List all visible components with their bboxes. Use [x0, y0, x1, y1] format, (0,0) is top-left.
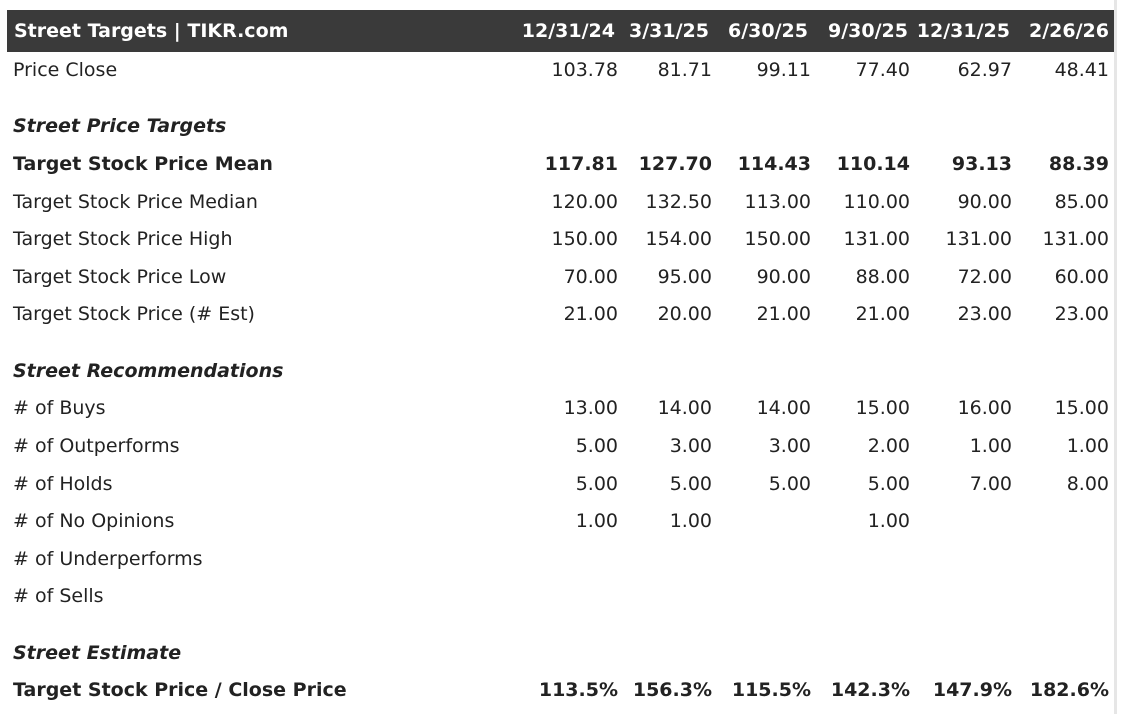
table-cell: 147.9% — [932, 679, 1012, 702]
table-cell: 5.00 — [669, 472, 712, 495]
section-heading-price-targets — [0, 108, 1114, 146]
table-cell: 88.00 — [855, 265, 910, 288]
table-row-underperforms[interactable] — [0, 541, 1114, 579]
table-cell: 2.00 — [867, 434, 910, 457]
row-label: # of Underperforms — [13, 547, 203, 570]
row-label: Target Stock Price Mean — [13, 152, 273, 175]
table-row-target-low[interactable] — [0, 259, 1114, 297]
table-cell: 1.00 — [1066, 434, 1109, 457]
table-cell: 16.00 — [957, 397, 1012, 420]
row-label: # of Outperforms — [13, 434, 180, 457]
table-row-sells[interactable] — [0, 578, 1114, 616]
table-cell: 72.00 — [957, 265, 1012, 288]
table-cell: 13.00 — [563, 397, 618, 420]
table-cell: 142.3% — [830, 679, 910, 702]
table-cell: 70.00 — [563, 265, 618, 288]
table-cell: 8.00 — [1066, 472, 1109, 495]
table-header — [7, 10, 1114, 52]
table-row-buys[interactable] — [0, 390, 1114, 428]
row-label: Target Stock Price (# Est) — [13, 303, 255, 326]
row-label: Target Stock Price Median — [13, 190, 258, 213]
table-cell: 154.00 — [645, 228, 712, 251]
table-cell: 77.40 — [855, 59, 910, 81]
table-cell: 60.00 — [1054, 265, 1109, 288]
row-spacer — [0, 616, 1114, 635]
table-cell: 156.3% — [632, 679, 712, 702]
table-cell: 21.00 — [756, 303, 811, 326]
section-label: Street Recommendations — [13, 359, 284, 382]
scrollbar-track[interactable] — [1114, 0, 1117, 714]
row-label: Target Stock Price / Close Price — [13, 679, 347, 702]
table-cell: 88.39 — [1048, 152, 1109, 175]
table-row-holds[interactable] — [0, 466, 1114, 504]
table-cell: 110.14 — [836, 152, 910, 175]
table-row-target-high[interactable] — [0, 221, 1114, 259]
table-cell: 1.00 — [669, 510, 712, 533]
table-cell: 132.50 — [645, 190, 712, 213]
table-cell: 23.00 — [957, 303, 1012, 326]
section-label: Street Estimate — [13, 641, 182, 664]
column-header-date[interactable]: 9/30/25 — [828, 20, 908, 42]
street-targets-table — [0, 10, 1114, 710]
table-cell: 113.00 — [744, 190, 811, 213]
table-cell: 3.00 — [768, 434, 811, 457]
row-label: # of Buys — [13, 397, 106, 420]
table-cell: 21.00 — [563, 303, 618, 326]
table-cell: 81.71 — [657, 59, 712, 81]
table-cell: 23.00 — [1054, 303, 1109, 326]
row-label: Target Stock Price Low — [13, 265, 227, 288]
column-header-date[interactable]: 2/26/26 — [1029, 20, 1109, 42]
row-label: Price Close — [13, 59, 118, 81]
table-row-target-close-ratio[interactable] — [0, 672, 1114, 710]
row-label: # of No Opinions — [13, 510, 175, 533]
row-spacer — [0, 334, 1114, 353]
table-cell: 1.00 — [867, 510, 910, 533]
column-header-date[interactable]: 6/30/25 — [728, 20, 808, 42]
table-row-outperforms[interactable] — [0, 428, 1114, 466]
table-cell: 5.00 — [768, 472, 811, 495]
row-label: # of Sells — [13, 585, 104, 608]
table-cell: 113.5% — [538, 679, 618, 702]
table-row-no-opinions[interactable] — [0, 503, 1114, 541]
table-cell: 7.00 — [969, 472, 1012, 495]
table-cell: 110.00 — [843, 190, 910, 213]
table-cell: 115.5% — [731, 679, 811, 702]
column-header-date[interactable]: 12/31/25 — [916, 20, 1010, 42]
table-row-target-median[interactable] — [0, 184, 1114, 222]
section-heading-estimate — [0, 635, 1114, 673]
table-cell: 1.00 — [575, 510, 618, 533]
table-cell: 120.00 — [551, 190, 618, 213]
row-label: # of Holds — [13, 472, 113, 495]
table-cell: 48.41 — [1054, 59, 1109, 81]
table-row-target-num-est[interactable] — [0, 296, 1114, 334]
table-cell: 62.97 — [957, 59, 1012, 81]
column-header-date[interactable]: 12/31/24 — [521, 20, 615, 42]
table-cell: 15.00 — [855, 397, 910, 420]
table-cell: 99.11 — [756, 59, 811, 81]
row-label: Target Stock Price High — [13, 228, 233, 251]
table-cell: 85.00 — [1054, 190, 1109, 213]
table-cell: 131.00 — [1042, 228, 1109, 251]
table-cell: 90.00 — [756, 265, 811, 288]
table-cell: 127.70 — [638, 152, 712, 175]
table-cell: 14.00 — [756, 397, 811, 420]
table-cell: 150.00 — [744, 228, 811, 251]
table-cell: 131.00 — [843, 228, 910, 251]
table-cell: 20.00 — [657, 303, 712, 326]
column-header-date[interactable]: 3/31/25 — [629, 20, 709, 42]
section-label: Street Price Targets — [13, 115, 227, 138]
table-cell: 93.13 — [951, 152, 1012, 175]
table-row-target-mean[interactable] — [0, 146, 1114, 184]
table-cell: 5.00 — [867, 472, 910, 495]
table-cell: 21.00 — [855, 303, 910, 326]
table-title: Street Targets | TIKR.com — [14, 20, 289, 42]
table-cell: 182.6% — [1029, 679, 1109, 702]
table-cell: 90.00 — [957, 190, 1012, 213]
row-spacer — [0, 90, 1114, 109]
table-cell: 95.00 — [657, 265, 712, 288]
table-cell: 117.81 — [544, 152, 618, 175]
table-cell: 14.00 — [657, 397, 712, 420]
table-cell: 131.00 — [945, 228, 1012, 251]
table-cell: 150.00 — [551, 228, 618, 251]
section-heading-recommendations — [0, 353, 1114, 391]
table-cell: 103.78 — [551, 59, 618, 81]
table-cell: 5.00 — [575, 434, 618, 457]
table-cell: 3.00 — [669, 434, 712, 457]
table-cell: 114.43 — [737, 152, 811, 175]
table-cell: 1.00 — [969, 434, 1012, 457]
table-cell: 15.00 — [1054, 397, 1109, 420]
table-cell: 5.00 — [575, 472, 618, 495]
table-row-price-close[interactable] — [0, 52, 1114, 90]
